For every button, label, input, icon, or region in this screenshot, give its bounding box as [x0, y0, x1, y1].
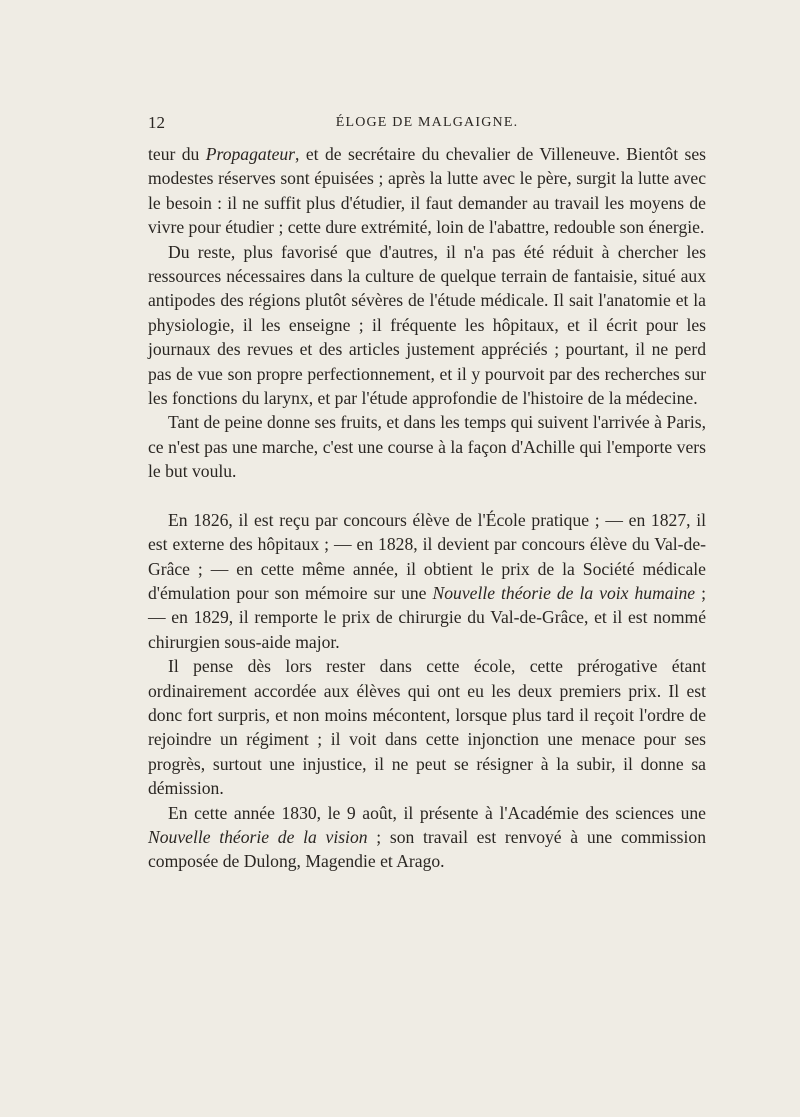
paragraph — [148, 240, 706, 411]
running-title: ÉLOGE DE MALGAIGNE. — [335, 115, 519, 130]
text-span: En 1826, il est reçu par concours élève de l'École pratique ; — en 1827, il est externe des hôpitaux ; — en 1828, il devient par concours élève du Val-de-Grâce ; — en cette même année, il obtient le prix de la Société médicale d'émulation pour son mémoire sur une — [148, 509, 706, 603]
paragraph — [148, 142, 706, 240]
text-span: ; son travail est renvoyé à une commission composée de Dulong, Magendie et Arago. — [148, 826, 706, 872]
text-span: Du reste, plus favorisé que d'autres, il n'a pas été réduit à chercher les ressources nécessaires dans la culture de quelque terrain de fantaisie, situé aux antipodes des régions plutôt sévères de l'étude médicale. Il sait l'anatomie et la physiologie, il les enseigne ; il fréquente les hôpitaux, et il écrit pour les journaux des revues et des articles justement appréciés ; pourtant, il ne perd pas de vue son propre perfectionnement, et il y pourvoit par des recherches sur les fonctions du larynx, et par l'étude approfondie de l'histoire de la médecine. — [148, 241, 706, 409]
paragraph — [148, 801, 706, 874]
work-title: Nouvelle théorie de la vision — [148, 826, 368, 847]
running-head — [148, 113, 706, 133]
text-span: En cette année 1830, le 9 août, il présente à l'Académie des sciences une — [168, 802, 706, 823]
page-number: 12 — [148, 113, 165, 132]
text-span: teur du — [148, 144, 206, 164]
paragraph — [148, 508, 706, 654]
text-span: , et de secrétaire du chevalier de Villeneuve. Bientôt ses modestes réserves sont épuisées ; après la lutte avec le père, surgit la lutte avec le besoin : il ne suffit plus d'étudier, il faut demander au travail les moyens de vivre pour étudier ; cette dure extrémité, loin de l'abattre, redouble son énergie. — [148, 144, 706, 238]
body-text — [148, 142, 706, 874]
text-span: Tant de peine donne ses fruits, et dans les temps qui suivent l'arrivée à Paris, ce n'est pas une marche, c'est une course à la façon d'Achille qui l'emporte vers le but voulu. — [148, 412, 706, 482]
text-span: ; — en 1829, il remporte le prix de chirurgie du Val-de-Grâce, et il est nommé chirurgien sous-aide major. — [148, 582, 706, 652]
text-span: Il pense dès lors rester dans cette école, cette prérogative étant ordinairement accordée aux élèves qui ont eu les deux premiers prix. Il est donc fort surpris, et non moins mécontent, lorsque plus tard il reçoit l'ordre de rejoindre un régiment ; il voit dans cette injonction une menace pour ses progrès, surtout une injustice, il ne peut se résigner à la subir, il donne sa démission. — [148, 656, 706, 799]
paragraph — [148, 410, 706, 483]
paragraph — [148, 654, 706, 800]
work-title: Nouvelle théorie de la voix humaine — [432, 582, 696, 603]
work-title: Propagateur — [205, 144, 296, 164]
